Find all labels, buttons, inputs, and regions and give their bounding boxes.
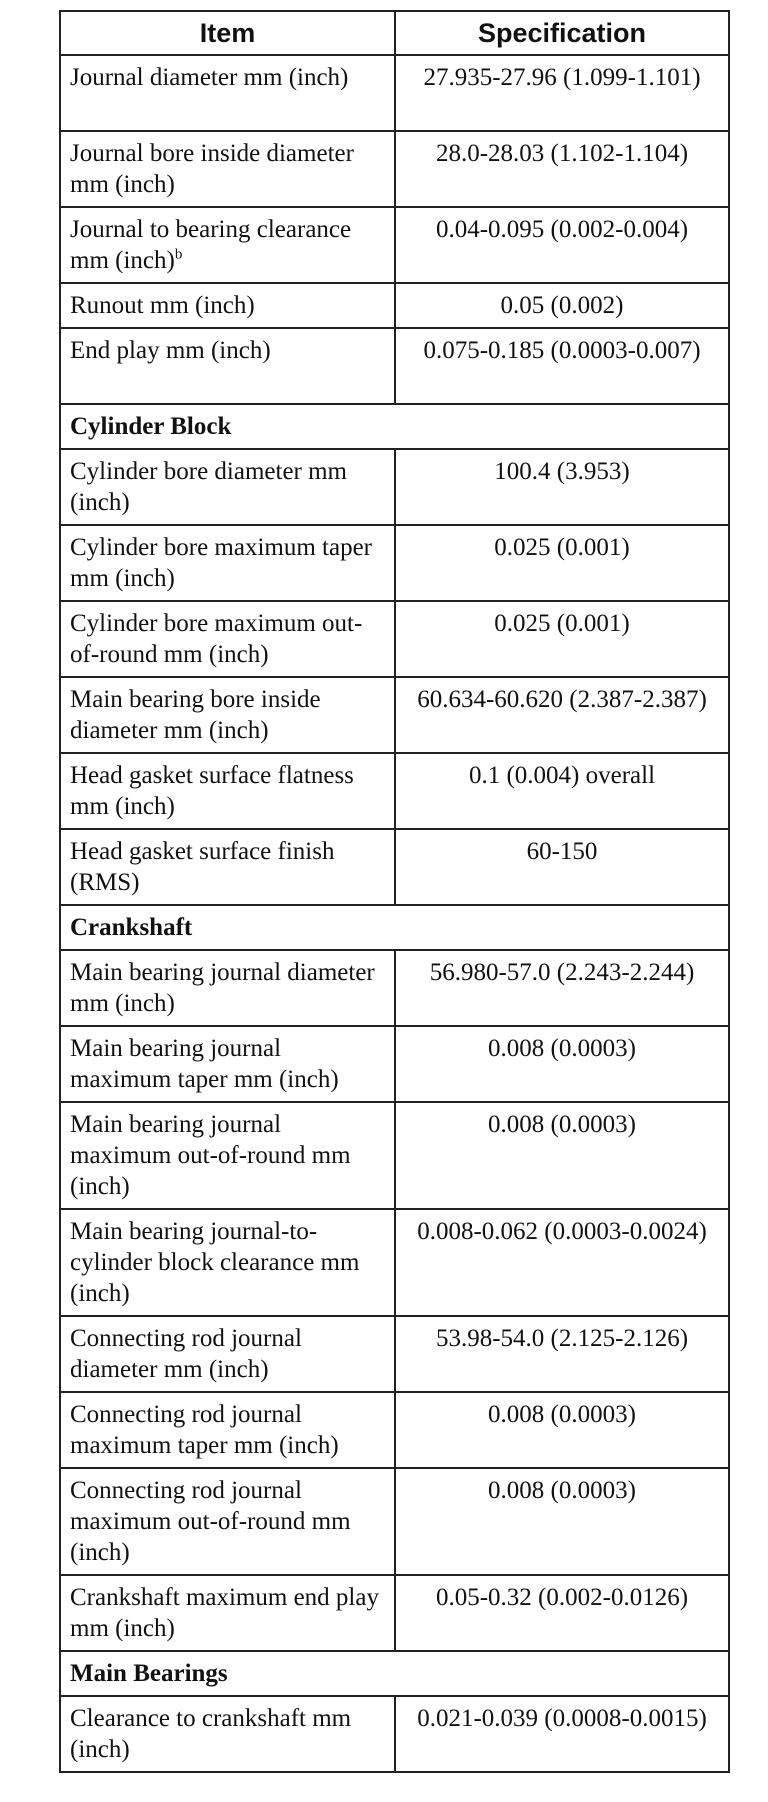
spec-cell: 60-150 [395,829,729,905]
footnote-marker: b [174,246,183,263]
column-header-specification: Specification [395,11,729,55]
spec-cell: 0.008 (0.0003) [395,1468,729,1575]
column-header-item: Item [60,11,395,55]
spec-cell: 0.008 (0.0003) [395,1102,729,1209]
item-cell: Clearance to crankshaft mm (inch) [60,1696,395,1772]
spec-cell: 0.05-0.32 (0.002-0.0126) [395,1575,729,1651]
table-row [60,1575,729,1651]
item-cell: Runout mm (inch) [60,283,395,328]
table-row [60,1468,729,1575]
spec-cell: 60.634-60.620 (2.387-2.387) [395,677,729,753]
item-cell: End play mm (inch) [60,328,395,404]
item-cell: Main bearing journal maximum out-of-round mm (inch) [60,1102,395,1209]
item-cell: Head gasket surface flatness mm (inch) [60,753,395,829]
table-row [60,1316,729,1392]
item-cell [60,207,395,283]
section-header-row [60,905,729,950]
table-row [60,1392,729,1468]
item-cell: Connecting rod journal maximum out-of-round mm (inch) [60,1468,395,1575]
item-cell: Main bearing journal-to-cylinder block clearance mm (inch) [60,1209,395,1316]
table-row [60,328,729,404]
specification-table [59,10,730,1773]
spec-cell: 0.008 (0.0003) [395,1026,729,1102]
item-cell: Crankshaft maximum end play mm (inch) [60,1575,395,1651]
table-row [60,131,729,207]
spec-cell: 0.05 (0.002) [395,283,729,328]
spec-cell: 27.935-27.96 (1.099-1.101) [395,55,729,131]
table-row [60,950,729,1026]
spec-cell: 0.025 (0.001) [395,601,729,677]
spec-cell: 0.008 (0.0003) [395,1392,729,1468]
item-cell: Cylinder bore maximum out-of-round mm (inch) [60,601,395,677]
spec-cell: 53.98-54.0 (2.125-2.126) [395,1316,729,1392]
section-title-cylinder-block: Cylinder Block [60,404,729,449]
spec-cell: 100.4 (3.953) [395,449,729,525]
spec-cell: 0.025 (0.001) [395,525,729,601]
spec-cell: 0.1 (0.004) overall [395,753,729,829]
spec-cell: 0.008-0.062 (0.0003-0.0024) [395,1209,729,1316]
table-row [60,1026,729,1102]
item-cell: Cylinder bore maximum taper mm (inch) [60,525,395,601]
item-cell: Journal diameter mm (inch) [60,55,395,131]
spec-cell: 28.0-28.03 (1.102-1.104) [395,131,729,207]
table-row [60,601,729,677]
spec-cell: 0.021-0.039 (0.0008-0.0015) [395,1696,729,1772]
item-cell: Cylinder bore diameter mm (inch) [60,449,395,525]
table-row [60,55,729,131]
table-row [60,1696,729,1772]
table-row [60,283,729,328]
table-row [60,1102,729,1209]
table-row [60,525,729,601]
spec-cell: 0.04-0.095 (0.002-0.004) [395,207,729,283]
item-cell: Main bearing bore inside diameter mm (inch) [60,677,395,753]
table-row [60,207,729,283]
spec-cell: 0.075-0.185 (0.0003-0.007) [395,328,729,404]
item-cell: Connecting rod journal diameter mm (inch) [60,1316,395,1392]
header-row [60,11,729,55]
section-header-row [60,404,729,449]
section-header-row [60,1651,729,1696]
item-cell: Head gasket surface finish (RMS) [60,829,395,905]
table-row [60,449,729,525]
item-cell: Main bearing journal maximum taper mm (inch) [60,1026,395,1102]
section-title-crankshaft: Crankshaft [60,905,729,950]
table-row [60,829,729,905]
item-cell: Main bearing journal diameter mm (inch) [60,950,395,1026]
item-cell: Journal bore inside diameter mm (inch) [60,131,395,207]
table-row [60,753,729,829]
table-row [60,1209,729,1316]
item-text: Journal to bearing clearance mm (inch) [70,216,352,274]
section-title-main-bearings: Main Bearings [60,1651,729,1696]
table-row [60,677,729,753]
item-cell: Connecting rod journal maximum taper mm (inch) [60,1392,395,1468]
spec-cell: 56.980-57.0 (2.243-2.244) [395,950,729,1026]
